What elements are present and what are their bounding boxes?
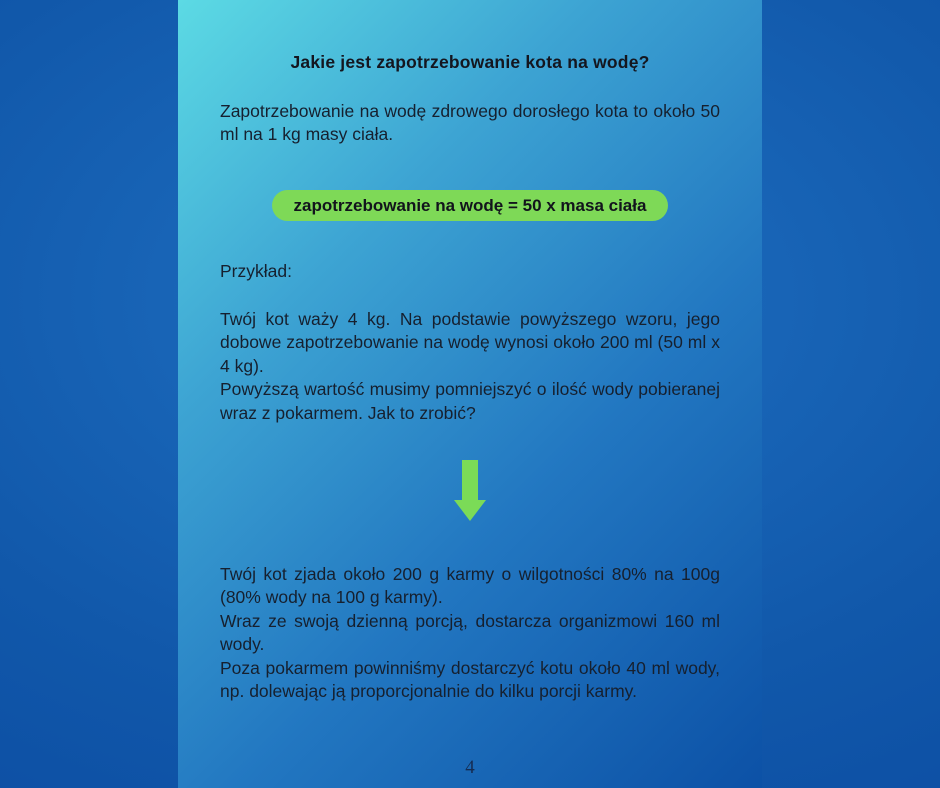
- example-section: [220, 308, 720, 425]
- content-card: [178, 0, 762, 788]
- intro-paragraph: Zapotrzebowanie na wodę zdrowego dorosłego kota to około 50 ml na 1 kg masy ciała.: [220, 101, 720, 145]
- formula-highlight: zapotrzebowanie na wodę = 50 x masa ciała: [272, 190, 669, 221]
- down-arrow-icon: [454, 460, 486, 521]
- result-section: [220, 563, 720, 703]
- example-paragraph: Powyższą wartość musimy pomniejszyć o ilość wody pobieranej wraz z pokarmem. Jak to zrobić?: [220, 379, 720, 423]
- page-number: 4: [465, 757, 475, 778]
- example-paragraph: Twój kot waży 4 kg. Na podstawie powyższego wzoru, jego dobowe zapotrzebowanie na wodę wynosi około 200 ml (50 ml x 4 kg).: [220, 309, 720, 376]
- down-arrow-shaft: [462, 460, 478, 500]
- example-label: Przykład:: [220, 261, 292, 281]
- result-paragraph: Poza pokarmem powinniśmy dostarczyć kotu około 40 ml wody, np. dolewając ją proporcjonalnie do kilku porcji karmy.: [220, 657, 720, 702]
- page-title: Jakie jest zapotrzebowanie kota na wodę?: [290, 52, 650, 72]
- down-arrow-head: [454, 500, 486, 521]
- result-paragraph: Twój kot zjada około 200 g karmy o wilgotności 80% na 100g (80% wody na 100 g karmy).: [220, 564, 720, 608]
- formula-row: [178, 190, 762, 221]
- result-paragraph: Wraz ze swoją dzienną porcją, dostarcza organizmowi 160 ml wody.: [220, 610, 720, 655]
